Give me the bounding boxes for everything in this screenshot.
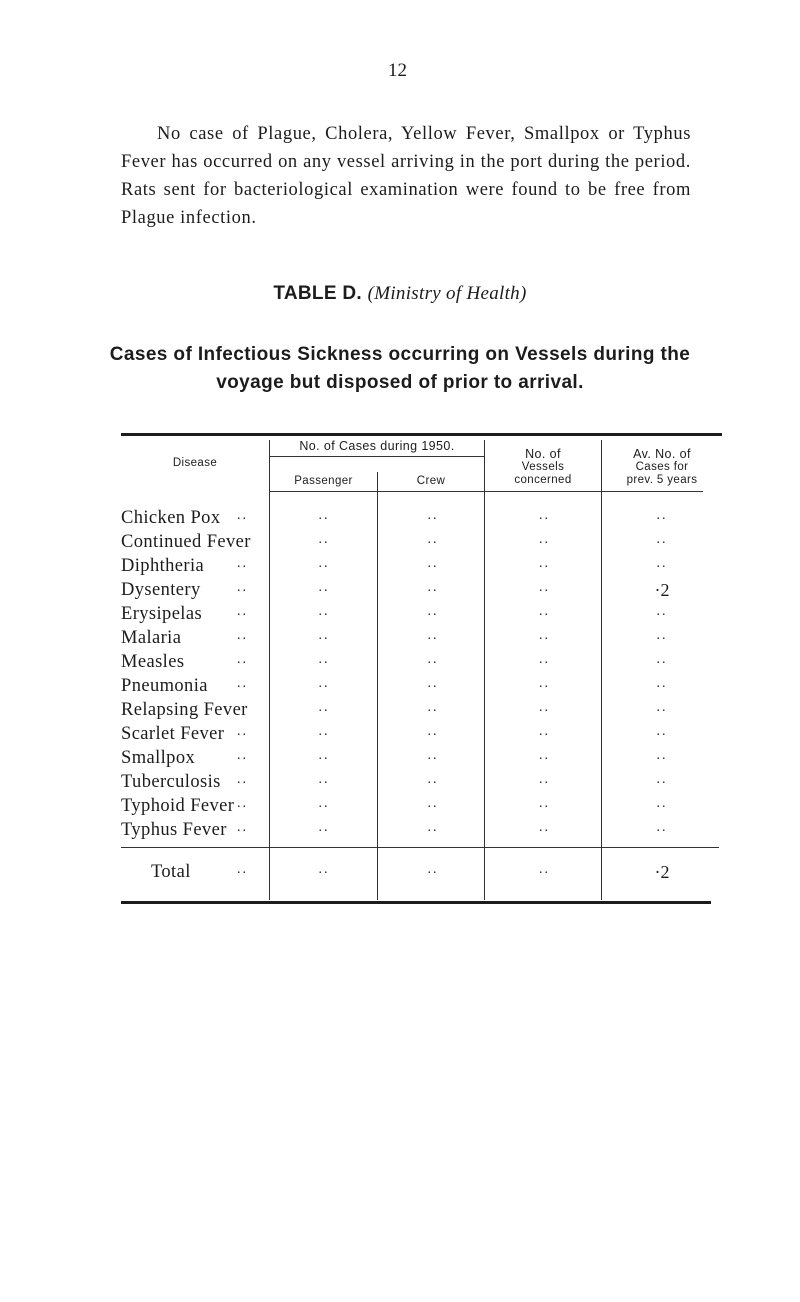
total-label: Total [151,862,191,882]
table-row [121,532,721,556]
vessels-cell: .. [539,628,550,643]
dot-leader: .. [237,862,248,877]
table-title-prefix: TABLE D. [273,283,362,304]
header-vessels [485,448,601,487]
passenger-cell: .. [318,532,330,547]
header-average-line-1: Av. No. of [633,447,691,461]
disease-name: Typhus Fever [121,820,227,840]
table-row [121,508,721,532]
total-crew-cell: .. [427,862,439,877]
passenger-cell: .. [318,652,330,667]
crew-cell: .. [427,700,439,715]
passenger-cell: .. [318,508,330,523]
vessels-cell: .. [539,772,550,787]
average-cell: .. [656,532,668,547]
passenger-cell: .. [318,580,330,595]
crew-cell: .. [427,556,439,571]
header-bottom-rule [269,491,703,492]
table-row [121,628,721,652]
average-cell: .. [656,676,668,691]
total-passenger-cell: .. [318,862,330,877]
table-bottom-rule [121,901,711,904]
crew-cell: .. [427,748,439,763]
vessels-cell: .. [539,676,550,691]
disease-name: Erysipelas [121,604,203,624]
average-cell: .. [656,748,668,763]
crew-cell: .. [427,676,439,691]
average-cell: .. [656,652,668,667]
disease-name: Continued Fever [121,532,251,552]
dot-leader: .. [237,580,248,595]
passenger-cell: .. [318,748,330,763]
passenger-cell: .. [318,556,330,571]
disease-name: Pneumonia [121,676,208,696]
crew-cell: .. [427,772,439,787]
table-row [121,796,721,820]
header-vessels-line-3: concerned [514,474,572,486]
vessels-cell: .. [539,508,550,523]
table-row [121,556,721,580]
intro-text: No case of Plague, Cholera, Yellow Fever, Smallpox or Typhus Fever has occurred on any vessel arriving in the port during the period. Rats sent for bacteriological examination were found to be free from Plague infection. [121,124,691,228]
passenger-cell: .. [318,700,330,715]
average-cell: .. [656,556,668,571]
average-cell: .. [656,700,668,715]
crew-cell: .. [427,508,439,523]
disease-name: Tuberculosis [121,772,221,792]
dot-leader: .. [237,508,248,523]
crew-cell: .. [427,796,439,811]
disease-name: Chicken Pox [121,508,221,528]
average-cell: ·2 [654,580,670,600]
table-row [121,604,721,628]
header-average-line-3: prev. 5 years [626,474,698,486]
table-row [121,580,721,604]
vessels-cell: .. [539,532,550,547]
header-average-line-2: Cases for [635,461,689,473]
header-passenger: Passenger [294,475,353,487]
vessels-cell: .. [539,580,550,595]
disease-name: Smallpox [121,748,196,768]
vessels-cell: .. [539,604,550,619]
disease-name: Measles [121,652,185,672]
vessels-cell: .. [539,796,550,811]
disease-name: Relapsing Fever [121,700,248,720]
header-crew: Crew [416,475,446,487]
crew-cell: .. [427,628,439,643]
dot-leader: .. [237,724,248,739]
vessels-cell: .. [539,652,550,667]
vessels-cell: .. [539,820,550,835]
header-vessels-line-1: No. of [525,447,561,461]
page-number: 12 [388,60,407,81]
table-row [121,676,721,700]
vessels-cell: .. [539,700,550,715]
total-vessels-cell: .. [539,862,550,877]
crew-cell: .. [427,532,439,547]
table-subtitle [0,341,800,397]
table-top-rule [121,433,722,436]
disease-name: Diphtheria [121,556,205,576]
table-row [121,724,721,748]
average-cell: .. [656,724,668,739]
header-average [602,448,722,487]
disease-name: Dysentery [121,580,201,600]
crew-cell: .. [427,724,439,739]
dot-leader: .. [237,556,248,571]
passenger-cell: .. [318,628,330,643]
crew-cell: .. [427,580,439,595]
table-row [121,772,721,796]
total-top-rule [121,847,719,848]
dot-leader: .. [237,676,248,691]
table-subtitle-line-1: Cases of Infectious Sickness occurring on Vessels during the [109,344,691,365]
vessels-cell: .. [539,724,550,739]
crew-cell: .. [427,604,439,619]
table-row [121,748,721,772]
average-cell: .. [656,508,668,523]
vessels-cell: .. [539,556,550,571]
dot-leader: .. [237,652,248,667]
total-row [121,862,721,886]
header-group-underline [270,456,484,457]
passenger-cell: .. [318,676,330,691]
intro-paragraph [121,120,691,232]
disease-name: Typhoid Fever [121,796,235,816]
dot-leader: .. [237,820,248,835]
header-disease: Disease [172,457,218,469]
average-cell: .. [656,820,668,835]
average-cell: .. [656,604,668,619]
passenger-cell: .. [318,724,330,739]
average-cell: .. [656,628,668,643]
dot-leader: .. [237,772,248,787]
header-vessels-line-2: Vessels [521,461,565,473]
table-title [0,283,800,305]
crew-cell: .. [427,652,439,667]
disease-name: Malaria [121,628,182,648]
table-subtitle-line-2: voyage but disposed of prior to arrival. [216,372,584,393]
passenger-cell: .. [318,820,330,835]
header-cases-group: No. of Cases during 1950. [299,439,455,453]
average-cell: .. [656,796,668,811]
passenger-cell: .. [318,604,330,619]
dot-leader: .. [237,796,248,811]
average-cell: .. [656,772,668,787]
table-row [121,820,721,844]
table-title-ministry: (Ministry of Health) [367,283,527,304]
vessels-cell: .. [539,748,550,763]
dot-leader: .. [237,604,248,619]
passenger-cell: .. [318,796,330,811]
total-average-cell: ·2 [654,862,670,882]
crew-cell: .. [427,820,439,835]
table-row [121,652,721,676]
disease-name: Scarlet Fever [121,724,225,744]
passenger-cell: .. [318,772,330,787]
table-row [121,700,721,724]
dot-leader: .. [237,748,248,763]
dot-leader: .. [237,628,248,643]
